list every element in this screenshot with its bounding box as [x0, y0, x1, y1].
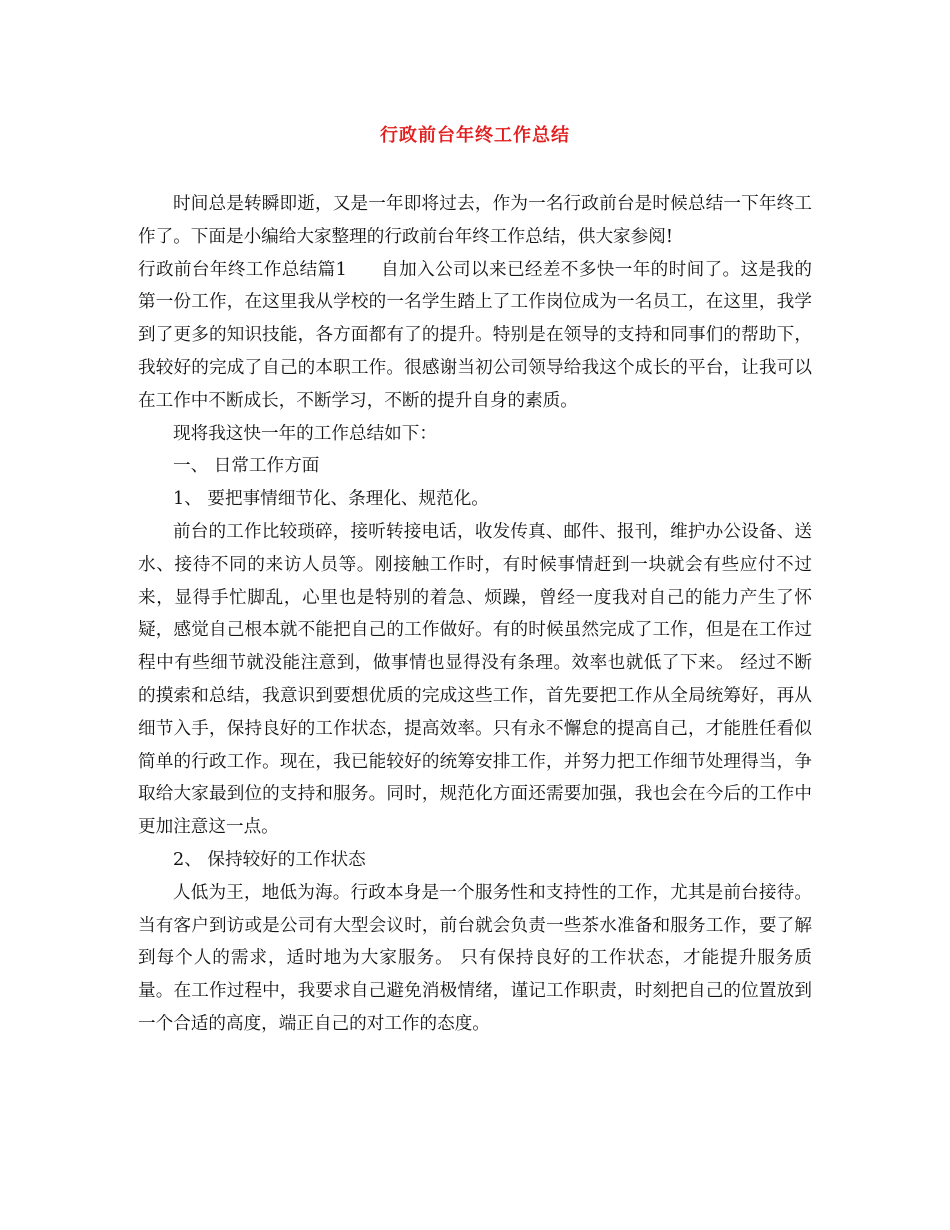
summary-lead: 现将我这快一年的工作总结如下： [173, 423, 437, 444]
document-body [138, 188, 812, 1041]
heading-item-1: 1、 要把事情细节化、条理化、规范化。 [173, 489, 489, 510]
paragraph-item-1: 前台的工作比较琐碎，接听转接电话，收发传真、邮件、报刊，维护办公设备、送水、接待不同的来访人员等。刚接触工作时，有时候事情赶到一块就会有些应付不过来，显得手忙脚乱，心里也是特别的着急、烦躁，曾经一度我对自己的能力产生了怀疑，感觉自己根本就不能把自己的工作做好。有的时候虽然完成了工作，但是在工作过程中有些细节就没能注意到，做事情也显得没有条理。效率也就低了下来。 经过不断的摸索和总结，我意识到要想优质的完成这些工作，首先要把工作从全局统筹好，再从细节入手，保持良好的工作状态，提高效率。只有永不懈怠的提高自己，才能胜任看似简单的行政工作。现在，我已能较好的统筹安排工作，并努力把工作细节处理得当，争取给大家最到位的支持和服务。同时，规范化方面还需要加强，我也会在今后的工作中更加注意这一点。 [138, 521, 812, 838]
heading-item-2: 2、 保持较好的工作状态 [173, 849, 366, 870]
section-heading: 行政前台年终工作总结篇1 [138, 259, 347, 280]
intro-paragraph: 时间总是转瞬即逝，又是一年即将过去，作为一名行政前台是时候总结一下年终工作了。下面是小编给大家整理的行政前台年终工作总结，供大家参阅! [138, 194, 812, 247]
paragraph-item-2: 人低为王，地低为海。行政本身是一个服务性和支持性的工作，尤其是前台接待。当有客户到访或是公司有大型会议时，前台就会负责一些茶水准备和服务工作，要了解到每个人的需求，适时地为大家服务。 只有保持良好的工作状态，才能提升服务质量。在工作过程中，我要求自己避免消极情绪，谨记工作职责，时刻把自己的位置放到一个合适的高度，端正自己的对工作的态度。 [138, 882, 812, 1034]
section-paragraph-text: 自加入公司以来已经差不多快一年的时间了。这是我的第一份工作，在这里我从学校的一名学生踏上了工作岗位成为一名员工，在这里，我学到了更多的知识技能，各方面都有了的提升。特别是在领导的支持和同事们的帮助下，我较好的完成了自己的本职工作。很感谢当初公司领导给我这个成长的平台，让我可以在工作中不断成长，不断学习，不断的提升自身的素质。 [138, 259, 812, 411]
document-title: 行政前台年终工作总结 [380, 125, 570, 146]
section-paragraph [138, 254, 812, 418]
heading-daily-work: 一、 日常工作方面 [173, 456, 320, 477]
